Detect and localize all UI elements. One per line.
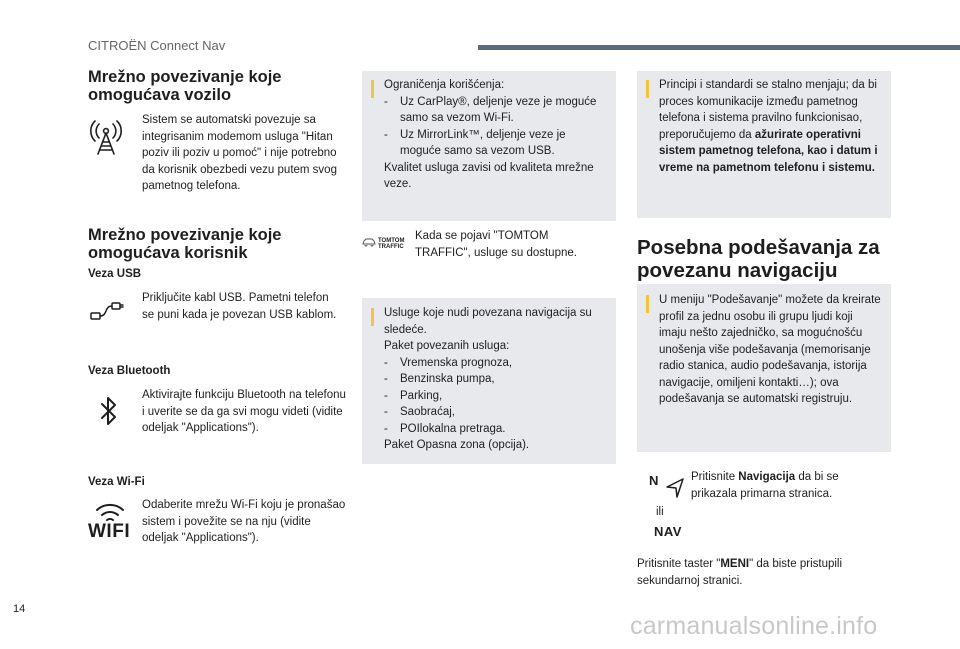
navigation-arrow-icon bbox=[665, 477, 685, 499]
user-connection-heading: Mrežno povezivanje koje omogućava korisnik bbox=[88, 226, 282, 262]
list-item: - Uz MirrorLink™, deljenje veze je moguće samo sa vezom USB. bbox=[384, 128, 566, 157]
services-outro: Paket Opasna zona (opcija). bbox=[384, 439, 530, 451]
usage-limits-note bbox=[362, 71, 616, 221]
special-settings-heading: Posebna podešavanja za povezanu navigaciju bbox=[637, 236, 880, 282]
menu-instruction: Pritisnite taster "MENI" da biste pristupili sekundarnoj stranici. bbox=[637, 558, 843, 587]
standards-text: Principi i standardi se stalno menjaju; da bi proces komunikacije između pametnog telefona i sistema pravilno funkcionisao, preporučujemo da ažurirate operativni sistem pametnog telefona, kao i datum i vreme na pametnom telefonu i sistemu. bbox=[659, 79, 878, 174]
header-rule bbox=[478, 45, 960, 50]
antenna-icon bbox=[88, 116, 124, 156]
watermark: carmanualsonline.info bbox=[630, 612, 878, 640]
vehicle-connection-heading: Mrežno povezivanje koje omogućava vozilo bbox=[88, 68, 282, 104]
standards-note bbox=[637, 71, 891, 218]
wifi-text: Odaberite mrežu Wi-Fi koju je pronašao sistem i povežite se na nju (vidite odeljak "Applications"). bbox=[142, 499, 346, 544]
note-marker bbox=[371, 308, 374, 326]
bluetooth-text: Aktivirajte funkciju Bluetooth na telefonu i uverite se da ga svi mogu videti (vidite odeljak "Applications"). bbox=[142, 389, 346, 434]
list-item: - Saobraćaj, bbox=[384, 406, 455, 418]
usb-heading: Veza USB bbox=[88, 268, 142, 280]
list-item: - Benzinska pumpa, bbox=[384, 373, 495, 385]
tomtom-text: Kada se pojavi "TOMTOM TRAFFIC", usluge su dostupne. bbox=[415, 230, 577, 259]
car-icon bbox=[362, 237, 376, 247]
list-item: - Parking, bbox=[384, 389, 443, 402]
bluetooth-heading: Veza Bluetooth bbox=[88, 365, 171, 377]
services-note bbox=[362, 298, 616, 464]
bluetooth-icon bbox=[100, 396, 118, 426]
wifi-heading: Veza Wi-Fi bbox=[88, 476, 145, 488]
usb-text: Priključite kabl USB. Pametni telefon se puni kada je povezan USB kablom. bbox=[142, 292, 337, 321]
vehicle-connection-text: Sistem se automatski povezuje sa integrisanim modemom usluga "Hitan poziv ili poziv u pomoć" i nije potrebno da korisnik obezbedi vezu putem svog pametnog telefona. bbox=[142, 114, 337, 192]
wifi-icon bbox=[94, 502, 126, 522]
settings-text: U meniju "Podešavanje" možete da kreirate profil za jednu osobu ili grupu ljudi koji imaju nešto zajedničko, sa mogućnošću unošenja više podešavanja (memorisanje radio stanica, audio podešavanja, istorija navigacije, omiljeni kontakti…); ova podešavanja se automatski registruju. bbox=[659, 294, 881, 405]
usb-cable-icon bbox=[90, 298, 124, 324]
nav-north-letter: N bbox=[649, 473, 659, 488]
limits-intro: Ograničenja korišćenja: bbox=[384, 79, 505, 91]
list-item: - Uz CarPlay®, deljenje veze je moguće samo sa vezom Wi-Fi. bbox=[384, 95, 597, 124]
limits-outro: Kvalitet usluga zavisi od kvaliteta mrežne veze. bbox=[384, 161, 594, 190]
settings-note bbox=[637, 284, 891, 452]
note-marker bbox=[646, 295, 649, 313]
services-intro: Usluge koje nudi povezana navigacija su sledeće. bbox=[384, 307, 592, 336]
list-item: - POIlokalna pretraga. bbox=[384, 422, 506, 435]
note-marker bbox=[646, 80, 649, 98]
nav-button-label: NAV bbox=[654, 524, 682, 539]
or-label: ili bbox=[656, 506, 664, 518]
services-sub: Paket povezanih usluga: bbox=[384, 340, 510, 352]
page-number: 14 bbox=[13, 603, 26, 615]
wifi-label: WIFI bbox=[88, 521, 131, 542]
navigation-instruction: Pritisnite Navigacija da bi se prikazala primarna stranica. bbox=[691, 471, 839, 500]
running-header: CITROËN Connect Nav bbox=[88, 38, 226, 53]
note-marker bbox=[371, 80, 374, 98]
list-item: - Vremenska prognoza, bbox=[384, 356, 513, 369]
